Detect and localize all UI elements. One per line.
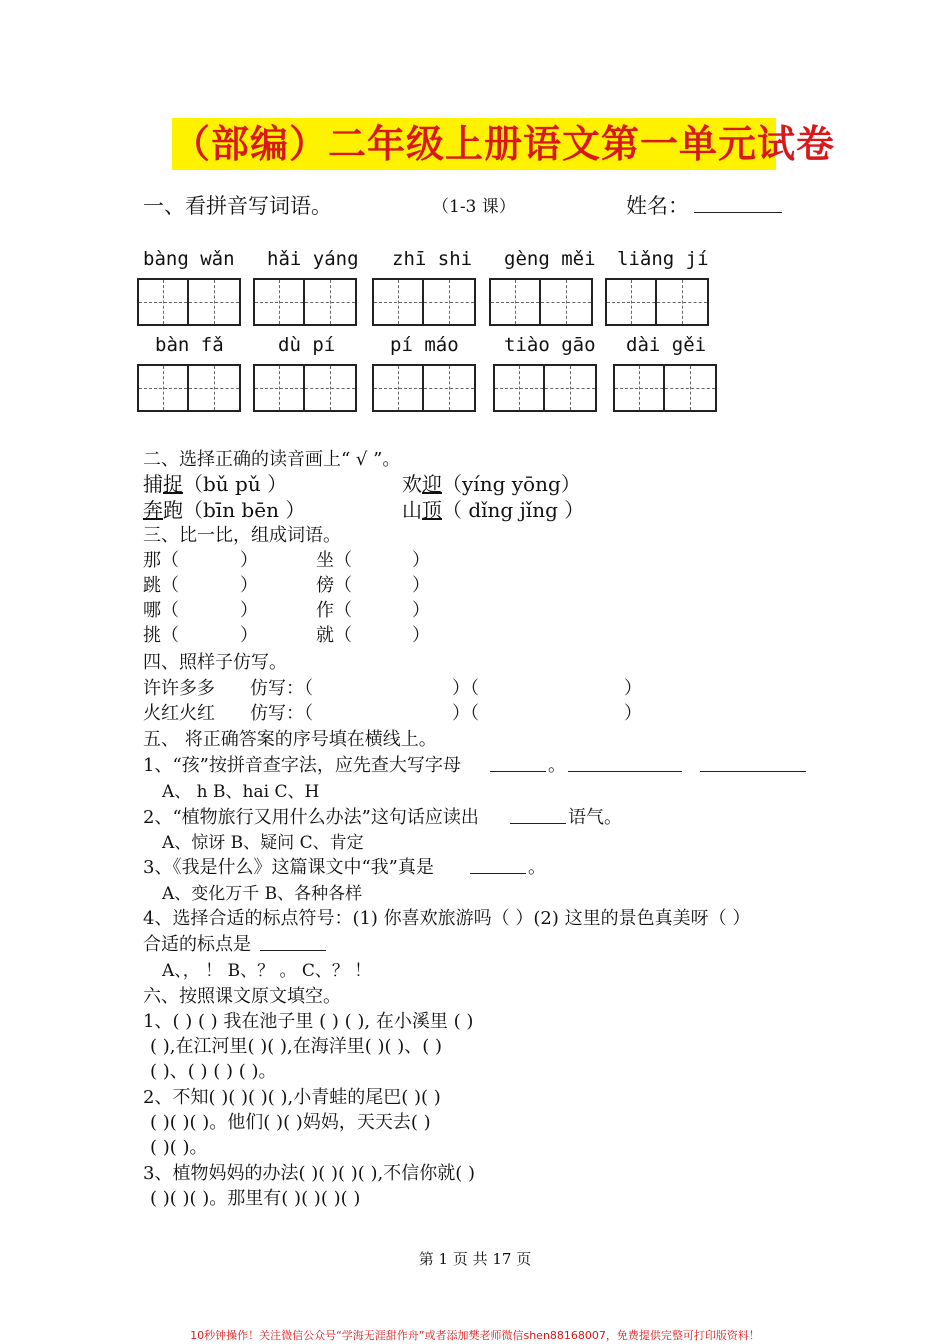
writing-grid[interactable] (493, 364, 597, 412)
section3-heading: 三、比一比，组成词语。 (143, 525, 341, 546)
pinyin-label: zhī shi (392, 248, 473, 270)
compare-close: ） (240, 600, 258, 621)
reading-item: 奔跑（bīn bēn ） (143, 498, 306, 522)
imitate-example: 许许多多 (143, 678, 215, 699)
name-blank[interactable] (694, 212, 782, 213)
section2-heading: 二、选择正确的读音画上“ √ ”。 (143, 449, 401, 470)
writing-grid[interactable] (253, 364, 357, 412)
fill-line: ( )、( ) ( ) ( )。 (150, 1061, 277, 1082)
question-2-end: 语气。 (568, 807, 622, 828)
question-3-end: 。 (528, 857, 546, 878)
compare-right: 作（ (316, 600, 352, 621)
writing-grid[interactable] (605, 278, 709, 326)
imitate-end: ） (624, 703, 642, 724)
fill-line: 3、植物妈妈的办法( )( )( )( ),不信你就( ) (143, 1163, 476, 1184)
writing-grid[interactable] (613, 364, 717, 412)
compare-close: ） (412, 625, 430, 646)
fill-line: ( )( )。 (150, 1137, 208, 1158)
section1-lessons: （1-3 课） (432, 197, 516, 217)
question-4: 4、选择合适的标点符号：(1) 你喜欢旅游吗（ ）(2) 这里的景色真美呀（ ） (143, 908, 751, 929)
pinyin-label: liǎng jí (617, 248, 709, 270)
pinyin-label: dài gěi (626, 334, 707, 356)
answer-blank[interactable] (510, 823, 566, 824)
compare-left: 哪（ (143, 600, 179, 621)
compare-right: 坐（ (316, 550, 352, 571)
pinyin-label: tiào gāo (504, 334, 596, 356)
imitate-mid: ）（ (452, 678, 479, 699)
pinyin-label: pí máo (390, 334, 459, 356)
imitate-end: ） (624, 678, 642, 699)
compare-close: ） (412, 550, 430, 571)
fill-line: ( )( )( )。那里有( )( )( )( ) (150, 1188, 361, 1209)
fill-line: ( ),在江河里( )( ),在海洋里( )( )、( ) (150, 1036, 443, 1057)
writing-grid[interactable] (137, 364, 241, 412)
writing-grid[interactable] (253, 278, 357, 326)
imitate-example: 火红火红 (143, 703, 215, 724)
imitate-mid: ）（ (452, 703, 479, 724)
writing-grid[interactable] (489, 278, 593, 326)
fill-line: 1、( ) ( ) 我在池子里 ( ) ( ), 在小溪里 ( ) (143, 1011, 474, 1032)
pinyin-label: bàn fǎ (155, 334, 224, 356)
reading-item: 捕捉（bǔ pǔ ） (143, 472, 288, 496)
fill-line: 2、不知( )( )( )( ),小青蛙的尾巴( )( ) (143, 1087, 441, 1108)
question-3: 3、《我是什么》这篇课文中“我”真是 (143, 857, 434, 878)
section1-heading: 一、看拼音写词语。 (143, 194, 332, 218)
writing-grid[interactable] (372, 364, 476, 412)
question-2-options: A、惊讶 B、疑问 C、肯定 (162, 833, 364, 853)
name-label: 姓名： (626, 194, 689, 218)
writing-grid[interactable] (372, 278, 476, 326)
compare-close: ） (412, 575, 430, 596)
compare-left: 跳（ (143, 575, 179, 596)
question-2: 2、“植物旅行又用什么办法”这句话应读出 (143, 807, 479, 828)
section4-heading: 四、照样子仿写。 (143, 652, 287, 673)
question-1: 1、“孩”按拼音查字法，应先查大写字母 (143, 755, 461, 776)
question-1-end: 。 (548, 755, 566, 776)
reading-item: 山顶（ dǐng jǐng ） (402, 498, 585, 522)
question-3-options: A、变化万千 B、各种各样 (162, 884, 363, 904)
pinyin-label: dù pí (278, 334, 336, 356)
fill-line: ( )( )( )。他们( )( )妈妈，天天去( ) (150, 1112, 431, 1133)
compare-left: 挑（ (143, 625, 179, 646)
answer-blank[interactable] (568, 771, 682, 772)
section6-heading: 六、按照课文原文填空。 (143, 986, 341, 1007)
imitate-label: 仿写：（ (250, 703, 313, 724)
writing-grid[interactable] (137, 278, 241, 326)
compare-close: ） (240, 550, 258, 571)
pinyin-label: bàng wǎn (143, 248, 235, 270)
answer-blank[interactable] (470, 873, 526, 874)
question-1-options: A、 h B、hai C、H (162, 782, 320, 802)
compare-right: 傍（ (316, 575, 352, 596)
compare-left: 那（ (143, 550, 179, 571)
compare-right: 就（ (316, 625, 352, 646)
section5-heading: 五、 将正确答案的序号填在横线上。 (143, 729, 437, 750)
question-4-line2: 合适的标点是 (143, 934, 251, 955)
reading-item: 欢迎（yíng yōng） (402, 472, 581, 496)
promo-note: 10秒钟操作！关注微信公众号“学海无涯甜作舟”或者添加樊老师微信shen88168007，免费提供完整可打印版资料！ (190, 1329, 760, 1342)
answer-blank[interactable] (490, 771, 546, 772)
pinyin-label: hǎi yáng (267, 248, 359, 270)
pinyin-label: gèng měi (504, 248, 596, 270)
page-title: （部编）二年级上册语文第一单元试卷 (172, 118, 776, 170)
compare-close: ） (412, 600, 430, 621)
answer-blank[interactable] (260, 950, 326, 951)
compare-close: ） (240, 625, 258, 646)
compare-close: ） (240, 575, 258, 596)
imitate-label: 仿写：（ (250, 678, 313, 699)
answer-blank[interactable] (700, 771, 806, 772)
page-number: 第 1 页 共 17 页 (418, 1250, 532, 1268)
question-4-options: A、， ！ B、？ 。 C、？ ！ (162, 961, 372, 981)
